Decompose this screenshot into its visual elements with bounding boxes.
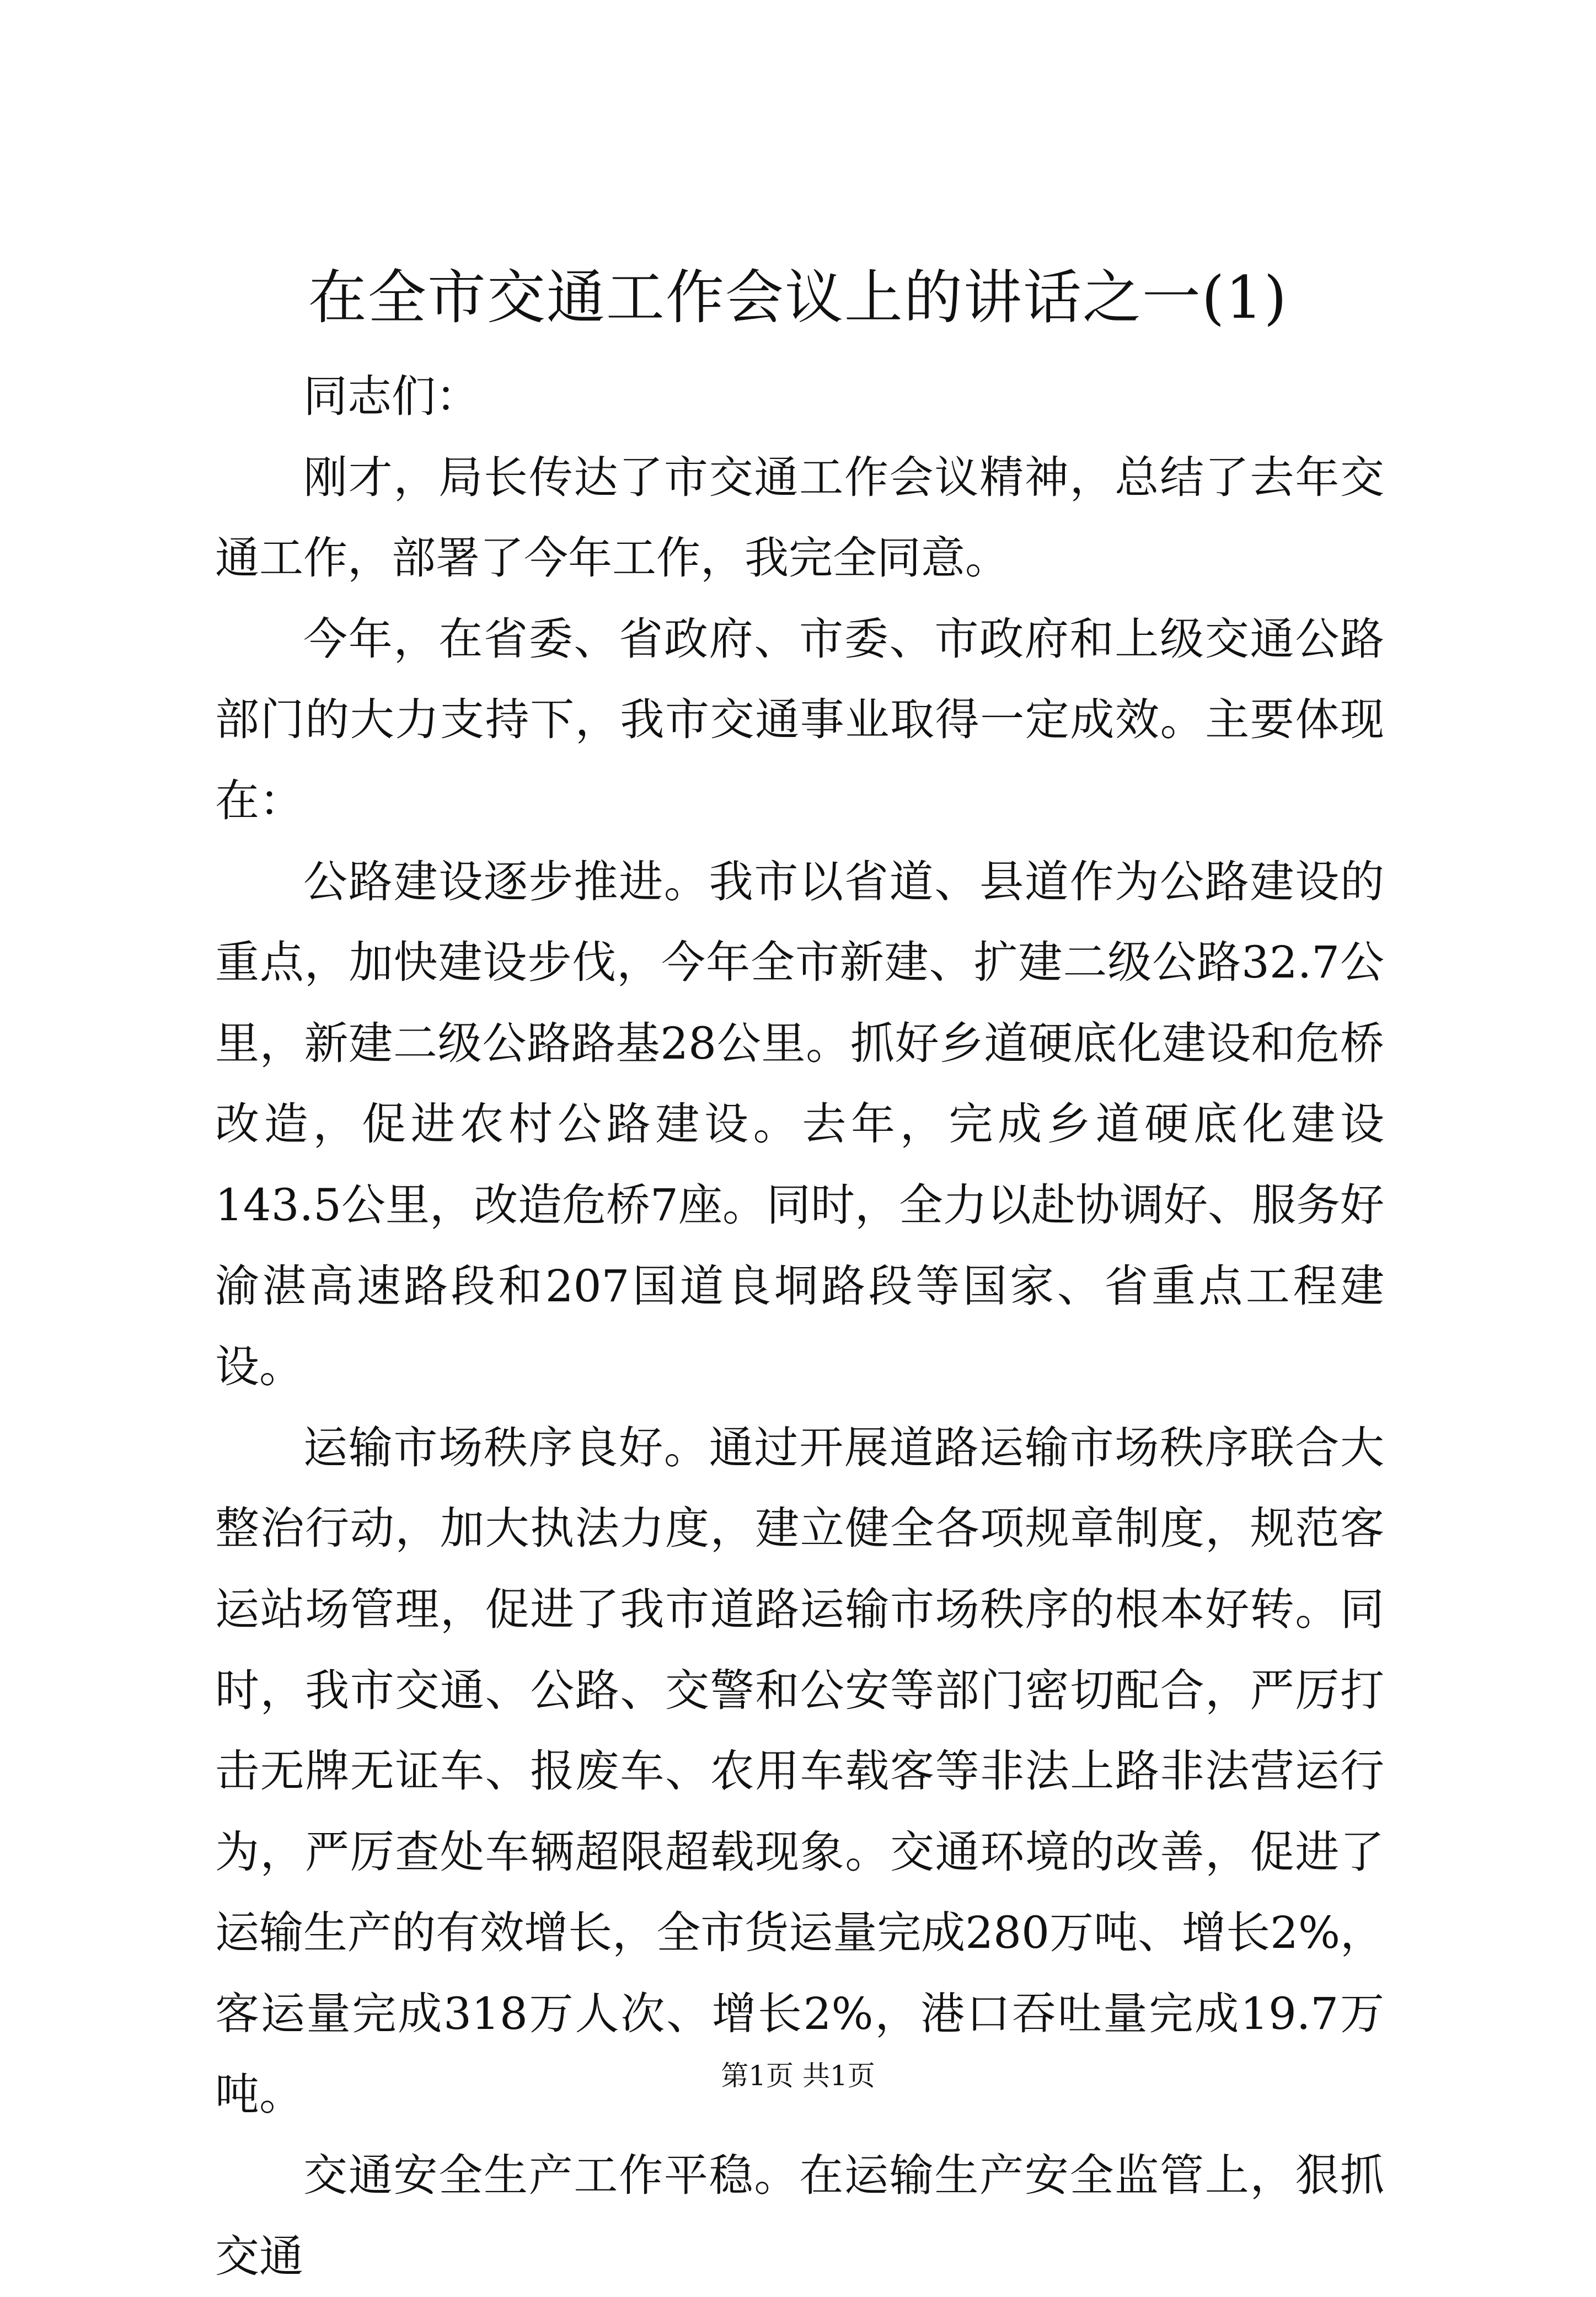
document-title: 在全市交通工作会议上的讲话之一(1) xyxy=(308,264,1288,332)
paragraph: 运输市场秩序良好。通过开展道路运输市场秩序联合大整治行动，加大执法力度，建立健全各项规章制度，规范客运站场管理，促进了我市道路运输市场秩序的根本好转。同时，我市交通、公路、交警和公安等部门密切配合，严厉打击无牌无证车、报废车、农用车载客等非法上路非法营运行为，严厉查处车辆超限超载现象。交通环境的改善，促进了运输生产的有效增长，全市货运量完成280万吨、增长2%，客运量完成318万人次、增长2%，港口吞吐量完成19.7万吨。 xyxy=(215,1422,1384,2120)
document-body xyxy=(215,356,1384,2297)
paragraph: 刚才，局长传达了市交通工作会议精神，总结了去年交通工作，部署了今年工作，我完全同意。 xyxy=(215,451,1384,584)
paragraph-salutation: 同志们： xyxy=(303,371,480,422)
paragraph: 公路建设逐步推进。我市以省道、县道作为公路建设的重点，加快建设步伐，今年全市新建、扩建二级公路32.7公里，新建二级公路路基28公里。抓好乡道硬底化建设和危桥改造，促进农村公路建设。去年，完成乡道硬底化建设143.5公里，改造危桥7座。同时，全力以赴协调好、服务好渝湛高速路段和207国道良垌路段等国家、省重点工程建设。 xyxy=(215,856,1384,1393)
page-footer: 第1页 共1页 xyxy=(721,2060,875,2092)
paragraph: 今年，在省委、省政府、市委、市政府和上级交通公路部门的大力支持下，我市交通事业取得一定成效。主要体现在： xyxy=(215,613,1384,826)
paragraph: 交通安全生产工作平稳。在运输生产安全监管上，狠抓交通 xyxy=(215,2150,1384,2282)
